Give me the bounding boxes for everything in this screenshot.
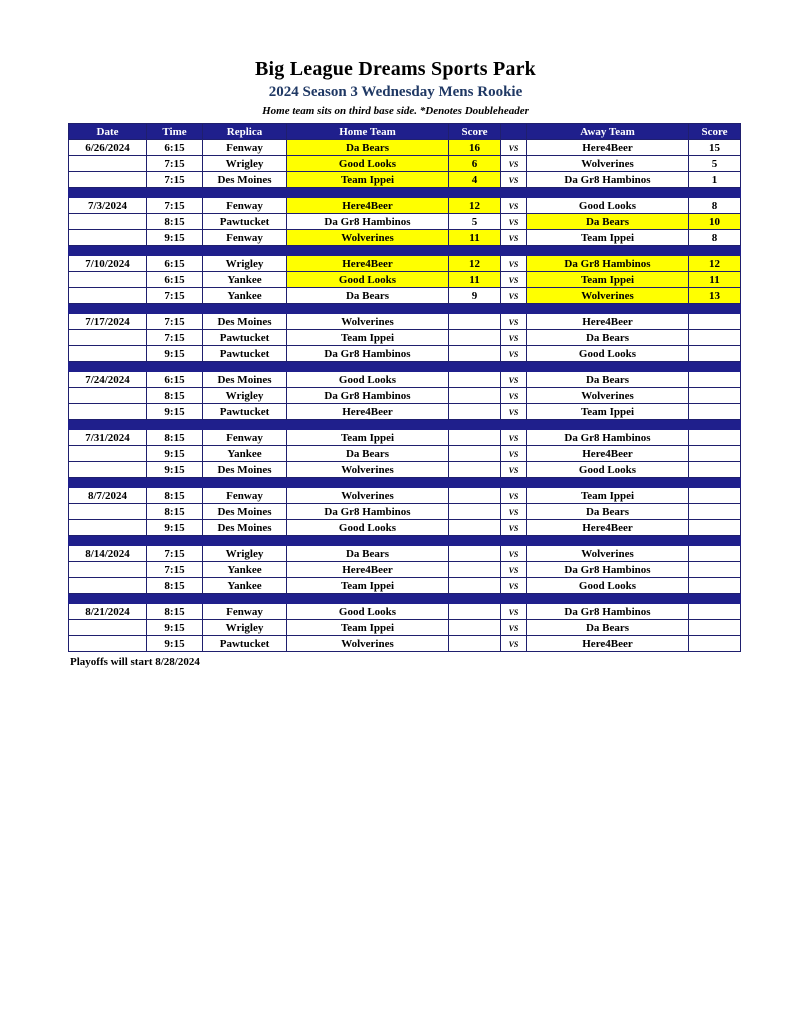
cell-date [69, 346, 147, 362]
week-separator-cell [69, 478, 741, 488]
cell-date [69, 520, 147, 536]
cell-away-team: Good Looks [527, 462, 689, 478]
cell-away-score: 1 [689, 172, 741, 188]
cell-home-score [449, 430, 501, 446]
cell-away-score [689, 488, 741, 504]
cell-replica: Des Moines [203, 314, 287, 330]
cell-time: 8:15 [147, 214, 203, 230]
cell-vs-label: vs [501, 288, 527, 304]
cell-vs-label: vs [501, 230, 527, 246]
cell-home-team: Team Ippei [287, 578, 449, 594]
cell-time: 9:15 [147, 520, 203, 536]
col-header-vs [501, 124, 527, 140]
cell-home-score [449, 620, 501, 636]
cell-vs-label: vs [501, 388, 527, 404]
table-row [69, 214, 741, 230]
week-separator [69, 478, 741, 488]
cell-home-score: 16 [449, 140, 501, 156]
cell-vs-label: vs [501, 214, 527, 230]
cell-time: 7:15 [147, 198, 203, 214]
cell-away-team: Da Bears [527, 214, 689, 230]
cell-replica: Des Moines [203, 462, 287, 478]
week-separator [69, 362, 741, 372]
cell-date [69, 578, 147, 594]
cell-replica: Wrigley [203, 156, 287, 172]
week-separator-cell [69, 594, 741, 604]
cell-home-score [449, 520, 501, 536]
cell-vs-label: vs [501, 172, 527, 188]
cell-away-score [689, 546, 741, 562]
week-separator [69, 594, 741, 604]
cell-time: 8:15 [147, 578, 203, 594]
cell-vs-label: vs [501, 562, 527, 578]
cell-home-team: Da Gr8 Hambinos [287, 346, 449, 362]
cell-home-team: Good Looks [287, 520, 449, 536]
cell-time: 8:15 [147, 604, 203, 620]
cell-home-score [449, 314, 501, 330]
cell-home-score [449, 462, 501, 478]
cell-away-team: Da Bears [527, 372, 689, 388]
cell-date: 8/7/2024 [69, 488, 147, 504]
cell-date: 7/17/2024 [69, 314, 147, 330]
table-row [69, 404, 741, 420]
week-separator [69, 420, 741, 430]
cell-home-team: Wolverines [287, 462, 449, 478]
cell-vs-label: vs [501, 488, 527, 504]
cell-away-team: Da Gr8 Hambinos [527, 604, 689, 620]
table-header-row [69, 124, 741, 140]
cell-away-score [689, 314, 741, 330]
table-row [69, 288, 741, 304]
cell-away-score: 15 [689, 140, 741, 156]
cell-home-team: Here4Beer [287, 256, 449, 272]
table-row [69, 546, 741, 562]
cell-home-team: Team Ippei [287, 430, 449, 446]
cell-home-score [449, 562, 501, 578]
cell-away-score [689, 446, 741, 462]
table-row [69, 520, 741, 536]
cell-time: 8:15 [147, 504, 203, 520]
col-header-home-team: Home Team [287, 124, 449, 140]
cell-away-score [689, 430, 741, 446]
cell-replica: Wrigley [203, 388, 287, 404]
cell-home-team: Da Bears [287, 140, 449, 156]
page-subtitle: 2024 Season 3 Wednesday Mens Rookie [268, 84, 523, 100]
cell-vs-label: vs [501, 636, 527, 652]
table-row [69, 620, 741, 636]
cell-away-team: Wolverines [527, 546, 689, 562]
cell-away-score [689, 388, 741, 404]
cell-home-team: Team Ippei [287, 172, 449, 188]
cell-replica: Yankee [203, 288, 287, 304]
cell-away-score [689, 372, 741, 388]
cell-time: 9:15 [147, 620, 203, 636]
document-header [68, 58, 723, 117]
cell-away-score [689, 636, 741, 652]
cell-replica: Des Moines [203, 504, 287, 520]
cell-vs-label: vs [501, 446, 527, 462]
cell-home-team: Da Bears [287, 288, 449, 304]
cell-date: 7/10/2024 [69, 256, 147, 272]
cell-replica: Yankee [203, 578, 287, 594]
cell-home-score [449, 372, 501, 388]
cell-home-team: Da Gr8 Hambinos [287, 214, 449, 230]
cell-vs-label: vs [501, 156, 527, 172]
cell-vs-label: vs [501, 520, 527, 536]
cell-time: 7:15 [147, 314, 203, 330]
cell-date [69, 446, 147, 462]
cell-home-team: Wolverines [287, 636, 449, 652]
week-separator-cell [69, 246, 741, 256]
cell-replica: Pawtucket [203, 346, 287, 362]
cell-vs-label: vs [501, 140, 527, 156]
table-row [69, 488, 741, 504]
cell-away-team: Team Ippei [527, 488, 689, 504]
cell-replica: Wrigley [203, 620, 287, 636]
cell-away-score [689, 330, 741, 346]
cell-replica: Pawtucket [203, 636, 287, 652]
cell-away-score [689, 520, 741, 536]
cell-home-team: Good Looks [287, 272, 449, 288]
cell-away-score: 13 [689, 288, 741, 304]
cell-home-team: Good Looks [287, 156, 449, 172]
cell-vs-label: vs [501, 372, 527, 388]
cell-replica: Fenway [203, 488, 287, 504]
cell-time: 8:15 [147, 430, 203, 446]
cell-vs-label: vs [501, 604, 527, 620]
cell-home-team: Good Looks [287, 604, 449, 620]
cell-away-team: Team Ippei [527, 404, 689, 420]
cell-home-team: Here4Beer [287, 198, 449, 214]
cell-time: 9:15 [147, 230, 203, 246]
cell-away-team: Team Ippei [527, 230, 689, 246]
cell-away-team: Good Looks [527, 198, 689, 214]
cell-home-score [449, 578, 501, 594]
page-title: Big League Dreams Sports Park [255, 58, 536, 80]
cell-home-score [449, 546, 501, 562]
col-header-date: Date [69, 124, 147, 140]
table-row [69, 604, 741, 620]
table-row [69, 346, 741, 362]
cell-date: 7/3/2024 [69, 198, 147, 214]
cell-vs-label: vs [501, 314, 527, 330]
col-header-home-score: Score [449, 124, 501, 140]
cell-away-score [689, 562, 741, 578]
col-header-away-team: Away Team [527, 124, 689, 140]
cell-vs-label: vs [501, 346, 527, 362]
cell-away-team: Here4Beer [527, 446, 689, 462]
cell-time: 7:15 [147, 288, 203, 304]
cell-vs-label: vs [501, 198, 527, 214]
cell-away-team: Here4Beer [527, 520, 689, 536]
cell-away-team: Team Ippei [527, 272, 689, 288]
cell-date [69, 156, 147, 172]
cell-home-team: Wolverines [287, 230, 449, 246]
playoffs-note: Playoffs will start 8/28/2024 [70, 656, 200, 668]
cell-home-team: Da Gr8 Hambinos [287, 388, 449, 404]
table-row [69, 578, 741, 594]
cell-away-team: Da Gr8 Hambinos [527, 172, 689, 188]
cell-replica: Fenway [203, 140, 287, 156]
cell-time: 9:15 [147, 346, 203, 362]
cell-time: 8:15 [147, 388, 203, 404]
week-separator [69, 536, 741, 546]
table-row [69, 636, 741, 652]
cell-away-score: 12 [689, 256, 741, 272]
table-row [69, 330, 741, 346]
cell-home-team: Da Bears [287, 446, 449, 462]
cell-replica: Fenway [203, 604, 287, 620]
cell-date [69, 388, 147, 404]
table-row [69, 230, 741, 246]
cell-away-team: Da Gr8 Hambinos [527, 562, 689, 578]
cell-replica: Yankee [203, 446, 287, 462]
cell-away-score [689, 462, 741, 478]
cell-away-score: 11 [689, 272, 741, 288]
cell-home-score [449, 346, 501, 362]
cell-away-team: Here4Beer [527, 636, 689, 652]
cell-away-team: Here4Beer [527, 314, 689, 330]
cell-date: 7/31/2024 [69, 430, 147, 446]
cell-away-team: Wolverines [527, 388, 689, 404]
cell-home-score [449, 388, 501, 404]
cell-away-score: 8 [689, 198, 741, 214]
cell-vs-label: vs [501, 578, 527, 594]
table-row [69, 156, 741, 172]
cell-replica: Fenway [203, 230, 287, 246]
cell-home-team: Da Gr8 Hambinos [287, 504, 449, 520]
cell-away-score [689, 404, 741, 420]
cell-vs-label: vs [501, 504, 527, 520]
cell-away-team: Da Gr8 Hambinos [527, 256, 689, 272]
cell-home-team: Wolverines [287, 314, 449, 330]
cell-vs-label: vs [501, 430, 527, 446]
col-header-time: Time [147, 124, 203, 140]
cell-home-score: 12 [449, 198, 501, 214]
cell-home-score [449, 604, 501, 620]
cell-away-score [689, 578, 741, 594]
cell-away-score [689, 504, 741, 520]
cell-home-score [449, 330, 501, 346]
cell-time: 7:15 [147, 562, 203, 578]
cell-replica: Des Moines [203, 520, 287, 536]
cell-home-score: 4 [449, 172, 501, 188]
week-separator-cell [69, 420, 741, 430]
cell-away-score: 10 [689, 214, 741, 230]
cell-home-team: Team Ippei [287, 330, 449, 346]
cell-vs-label: vs [501, 272, 527, 288]
table-row [69, 198, 741, 214]
cell-replica: Des Moines [203, 372, 287, 388]
cell-replica: Pawtucket [203, 404, 287, 420]
cell-replica: Fenway [203, 198, 287, 214]
cell-time: 7:15 [147, 172, 203, 188]
col-header-away-score: Score [689, 124, 741, 140]
table-body [69, 140, 741, 652]
cell-time: 9:15 [147, 636, 203, 652]
cell-home-score: 6 [449, 156, 501, 172]
cell-date [69, 636, 147, 652]
week-separator [69, 304, 741, 314]
cell-replica: Des Moines [203, 172, 287, 188]
cell-home-team: Good Looks [287, 372, 449, 388]
cell-away-team: Wolverines [527, 156, 689, 172]
table-row [69, 504, 741, 520]
week-separator [69, 188, 741, 198]
cell-vs-label: vs [501, 462, 527, 478]
cell-away-score: 8 [689, 230, 741, 246]
cell-vs-label: vs [501, 546, 527, 562]
cell-time: 7:15 [147, 156, 203, 172]
cell-away-score [689, 346, 741, 362]
cell-vs-label: vs [501, 256, 527, 272]
cell-replica: Yankee [203, 272, 287, 288]
cell-away-team: Da Bears [527, 504, 689, 520]
cell-replica: Wrigley [203, 256, 287, 272]
cell-home-team: Here4Beer [287, 562, 449, 578]
table-row [69, 314, 741, 330]
cell-date: 6/26/2024 [69, 140, 147, 156]
cell-away-score: 5 [689, 156, 741, 172]
cell-date [69, 562, 147, 578]
col-header-replica: Replica [203, 124, 287, 140]
cell-date [69, 214, 147, 230]
cell-away-score [689, 604, 741, 620]
cell-replica: Yankee [203, 562, 287, 578]
cell-time: 9:15 [147, 446, 203, 462]
cell-away-team: Here4Beer [527, 140, 689, 156]
cell-date: 7/24/2024 [69, 372, 147, 388]
cell-date [69, 620, 147, 636]
week-separator-cell [69, 536, 741, 546]
cell-home-score [449, 446, 501, 462]
cell-home-score [449, 488, 501, 504]
cell-time: 9:15 [147, 404, 203, 420]
table-row [69, 272, 741, 288]
table-row [69, 256, 741, 272]
table-row [69, 140, 741, 156]
table-row [69, 430, 741, 446]
cell-time: 6:15 [147, 140, 203, 156]
cell-home-team: Wolverines [287, 488, 449, 504]
cell-away-team: Da Gr8 Hambinos [527, 430, 689, 446]
cell-date [69, 272, 147, 288]
cell-date: 8/21/2024 [69, 604, 147, 620]
cell-vs-label: vs [501, 404, 527, 420]
cell-away-team: Good Looks [527, 346, 689, 362]
cell-home-team: Here4Beer [287, 404, 449, 420]
cell-date [69, 404, 147, 420]
cell-home-score: 5 [449, 214, 501, 230]
cell-home-team: Da Bears [287, 546, 449, 562]
cell-home-score: 11 [449, 230, 501, 246]
cell-time: 6:15 [147, 272, 203, 288]
cell-time: 9:15 [147, 462, 203, 478]
week-separator-cell [69, 362, 741, 372]
table-row [69, 172, 741, 188]
cell-home-team: Team Ippei [287, 620, 449, 636]
table-row [69, 388, 741, 404]
cell-time: 7:15 [147, 330, 203, 346]
cell-home-score [449, 636, 501, 652]
cell-date: 8/14/2024 [69, 546, 147, 562]
week-separator [69, 246, 741, 256]
cell-replica: Wrigley [203, 546, 287, 562]
week-separator-cell [69, 304, 741, 314]
cell-time: 6:15 [147, 372, 203, 388]
cell-date [69, 230, 147, 246]
cell-date [69, 504, 147, 520]
cell-away-score [689, 620, 741, 636]
table-row [69, 562, 741, 578]
cell-date [69, 330, 147, 346]
schedule-table [68, 123, 741, 652]
cell-home-score [449, 404, 501, 420]
cell-time: 6:15 [147, 256, 203, 272]
cell-date [69, 288, 147, 304]
cell-replica: Fenway [203, 430, 287, 446]
cell-vs-label: vs [501, 620, 527, 636]
cell-away-team: Da Bears [527, 330, 689, 346]
cell-away-team: Wolverines [527, 288, 689, 304]
cell-home-score: 9 [449, 288, 501, 304]
table-row [69, 462, 741, 478]
table-row [69, 446, 741, 462]
cell-home-score [449, 504, 501, 520]
cell-time: 7:15 [147, 546, 203, 562]
cell-vs-label: vs [501, 330, 527, 346]
header-note: Home team sits on third base side. *Denotes Doubleheader [262, 105, 529, 117]
cell-time: 8:15 [147, 488, 203, 504]
cell-replica: Pawtucket [203, 330, 287, 346]
table-row [69, 372, 741, 388]
cell-date [69, 462, 147, 478]
cell-away-team: Da Bears [527, 620, 689, 636]
cell-home-score: 12 [449, 256, 501, 272]
cell-replica: Pawtucket [203, 214, 287, 230]
week-separator-cell [69, 188, 741, 198]
cell-home-score: 11 [449, 272, 501, 288]
cell-date [69, 172, 147, 188]
cell-away-team: Good Looks [527, 578, 689, 594]
